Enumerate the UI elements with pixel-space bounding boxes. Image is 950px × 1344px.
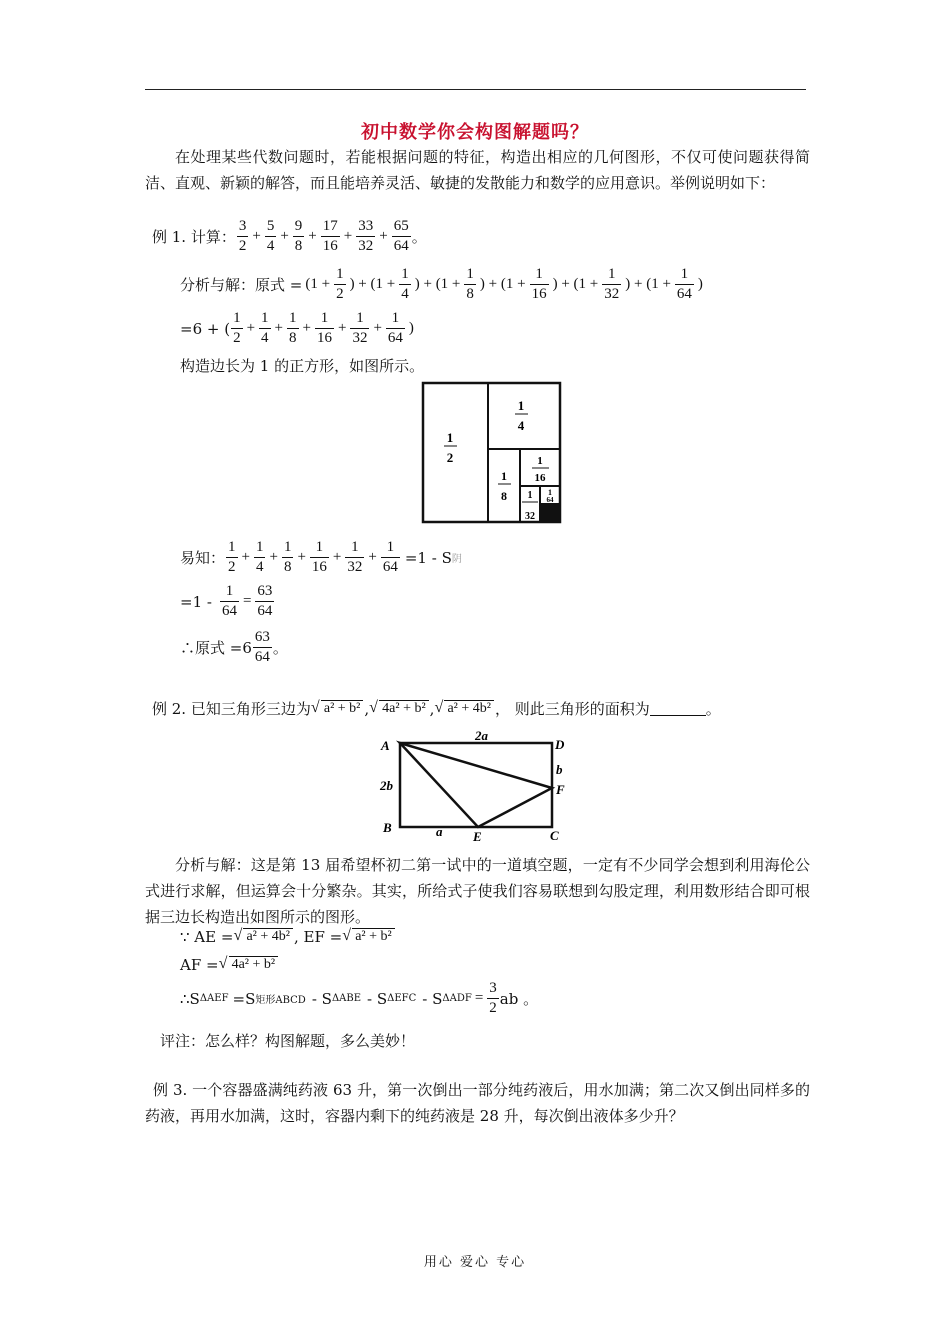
sq-label-half-d: 2 [446, 450, 454, 465]
ex1-frac-1: $\frac{3}{2}$ [238, 218, 247, 254]
sq-label-32-d: 32 [525, 511, 535, 522]
svg-text:2a: 2a [475, 728, 488, 743]
svg-text:B: B [383, 820, 392, 835]
ex2-area-line: ∴S ΔAEF =S 矩形ABCD - S ΔABE - S ΔEFC - S ΔADF = $\frac{3}{2}$ ab 。 [180, 980, 539, 1016]
ex1-analysis-line2: =6 + ( $\frac{1}{2}$ + $\frac{1}{4}$ + $\frac{1}{8}$ + $\frac{1}{16}$ + $\frac{1}{32}$ + $\frac{1}{64}$ ) [180, 310, 414, 346]
analysis-frac-4: $\frac{1}{4}$ [401, 266, 409, 302]
side-3: √ a² + 4b² [435, 701, 494, 717]
sq-label-quarter-d: 4 [517, 418, 525, 433]
ex1-frac-4: $\frac{17}{16}$ [322, 218, 338, 254]
svg-text:a: a [436, 824, 443, 839]
answer-blank [650, 701, 706, 716]
ex2-question: 例 2. 已知三角形三边为 √ a² + b² , √ 4a² + b² , √ a² + 4b² ， 则此三角形的面积为 。 [152, 698, 721, 719]
ex2-because-line: ∵ AE = √ a² + 4b² , EF = √ a² + b² [180, 928, 396, 946]
svg-text:D: D [555, 737, 565, 752]
sq-label-16-d: 16 [534, 472, 546, 484]
ex1-frac-3: $\frac{9}{8}$ [294, 218, 303, 254]
sq-label-32-n: 1 [527, 490, 533, 501]
svg-text:A: A [381, 738, 390, 753]
square-figure [420, 380, 565, 526]
sq-label-quarter-n: 1 [517, 398, 525, 413]
svg-text:E: E [473, 829, 482, 844]
svg-text:b: b [556, 762, 563, 777]
ex1-construct-text: 构造边长为 1 的正方形，如图所示。 [180, 357, 425, 375]
sq-label-eighth-n: 1 [501, 469, 507, 483]
ex1-easy-line: 易知： $\frac{1}{2}$ + $\frac{1}{4}$ + $\frac{1}{8}$ + $\frac{1}{16}$ + $\frac{1}{32}$ + $\frac{1}{64}$ =1 - S 阴 [180, 539, 462, 575]
rectangle-figure [378, 726, 578, 844]
analysis-frac-32: $\frac{1}{32}$ [604, 266, 620, 302]
intro-paragraph: 在处理某些代数问题时，若能根据问题的特征，构造出相应的几何图形，不仅可使问题获得简洁、直观、新颖的解答，而且能培养灵活、敏捷的发散能力和数学的应用意识。举例说明如下： [145, 148, 810, 192]
ex1-result-line: ∴原式 =6 $\frac{63}{64}$ 。 [180, 629, 288, 665]
ex1-step-line: =1 - $\frac{1}{64}$ = $\frac{63}{64}$ [180, 583, 273, 619]
sq-label-64-d: 64 [546, 496, 554, 504]
ex2-analysis: 分析与解：这是第 13 届希望杯初二第一试中的一道填空题，一定有不少同学会想到利用海伦公式进行求解，但运算会十分繁杂。其实，所给式子使我们容易联想到勾股定理，利用数形结合即可根据三边长构造出如图所示的图形。 [145, 856, 810, 926]
sq-label-half-n: 1 [446, 430, 454, 445]
ex2-af-line: AF = √ 4a² + b² [180, 956, 279, 974]
header-rule [145, 89, 806, 90]
svg-text:F: F [556, 782, 565, 797]
ex1-analysis-line1: 分析与解：原式 = (1 + $\frac{1}{2}$ ) + (1 + $\frac{1}{4}$ ) + (1 + $\frac{1}{8}$ ) + (1 + $\frac{1}{16}$ ) + (1 + $\frac{1}{32}$ ) + (1 + $\frac{1}{64}$ ) [180, 266, 703, 302]
analysis-frac-64: $\frac{1}{64}$ [676, 266, 692, 302]
analysis-frac-16: $\frac{1}{16}$ [531, 266, 547, 302]
ex3-question: 例 3. 一个容器盛满纯药液 63 升，第一次倒出一部分纯药液后，用水加满；第二次又倒出同样多的药液，再用水加满，这时，容器内剩下的纯药液是 28 升，每次倒出液体多少升？ [145, 1081, 810, 1125]
svg-text:2b: 2b [380, 778, 393, 793]
side-1: √ a² + b² [312, 701, 364, 717]
ex1-label: 例 1. 计算： [152, 228, 236, 246]
page-footer: 用心 爱心 专心 [423, 1255, 527, 1270]
sq-label-eighth-d: 8 [501, 489, 507, 503]
sq-label-16-n: 1 [537, 455, 543, 467]
ex1-frac-6: $\frac{65}{64}$ [393, 218, 409, 254]
side-2: √ 4a² + b² [370, 701, 429, 717]
ex1-question: 例 1. 计算： $\frac{3}{2}$ + $\frac{5}{4}$ + $\frac{9}{8}$ + $\frac{17}{16}$ + $\frac{33}{32}$ + $\frac{65}{64}$ 。 [152, 218, 427, 254]
page-title: 初中数学你会构图解题吗？ [361, 122, 589, 143]
ex1-analysis-label: 分析与解：原式 = [180, 276, 303, 294]
svg-text:C: C [550, 828, 559, 843]
ex1-frac-5: $\frac{33}{32}$ [358, 218, 374, 254]
sq-label-64-n: 1 [548, 488, 552, 497]
analysis-frac-2: $\frac{1}{2}$ [336, 266, 344, 302]
ex1-frac-2: $\frac{5}{4}$ [266, 218, 275, 254]
analysis-frac-8: $\frac{1}{8}$ [466, 266, 474, 302]
ex2-comment: 评注：怎么样？构图解题，多么美妙！ [160, 1032, 416, 1050]
